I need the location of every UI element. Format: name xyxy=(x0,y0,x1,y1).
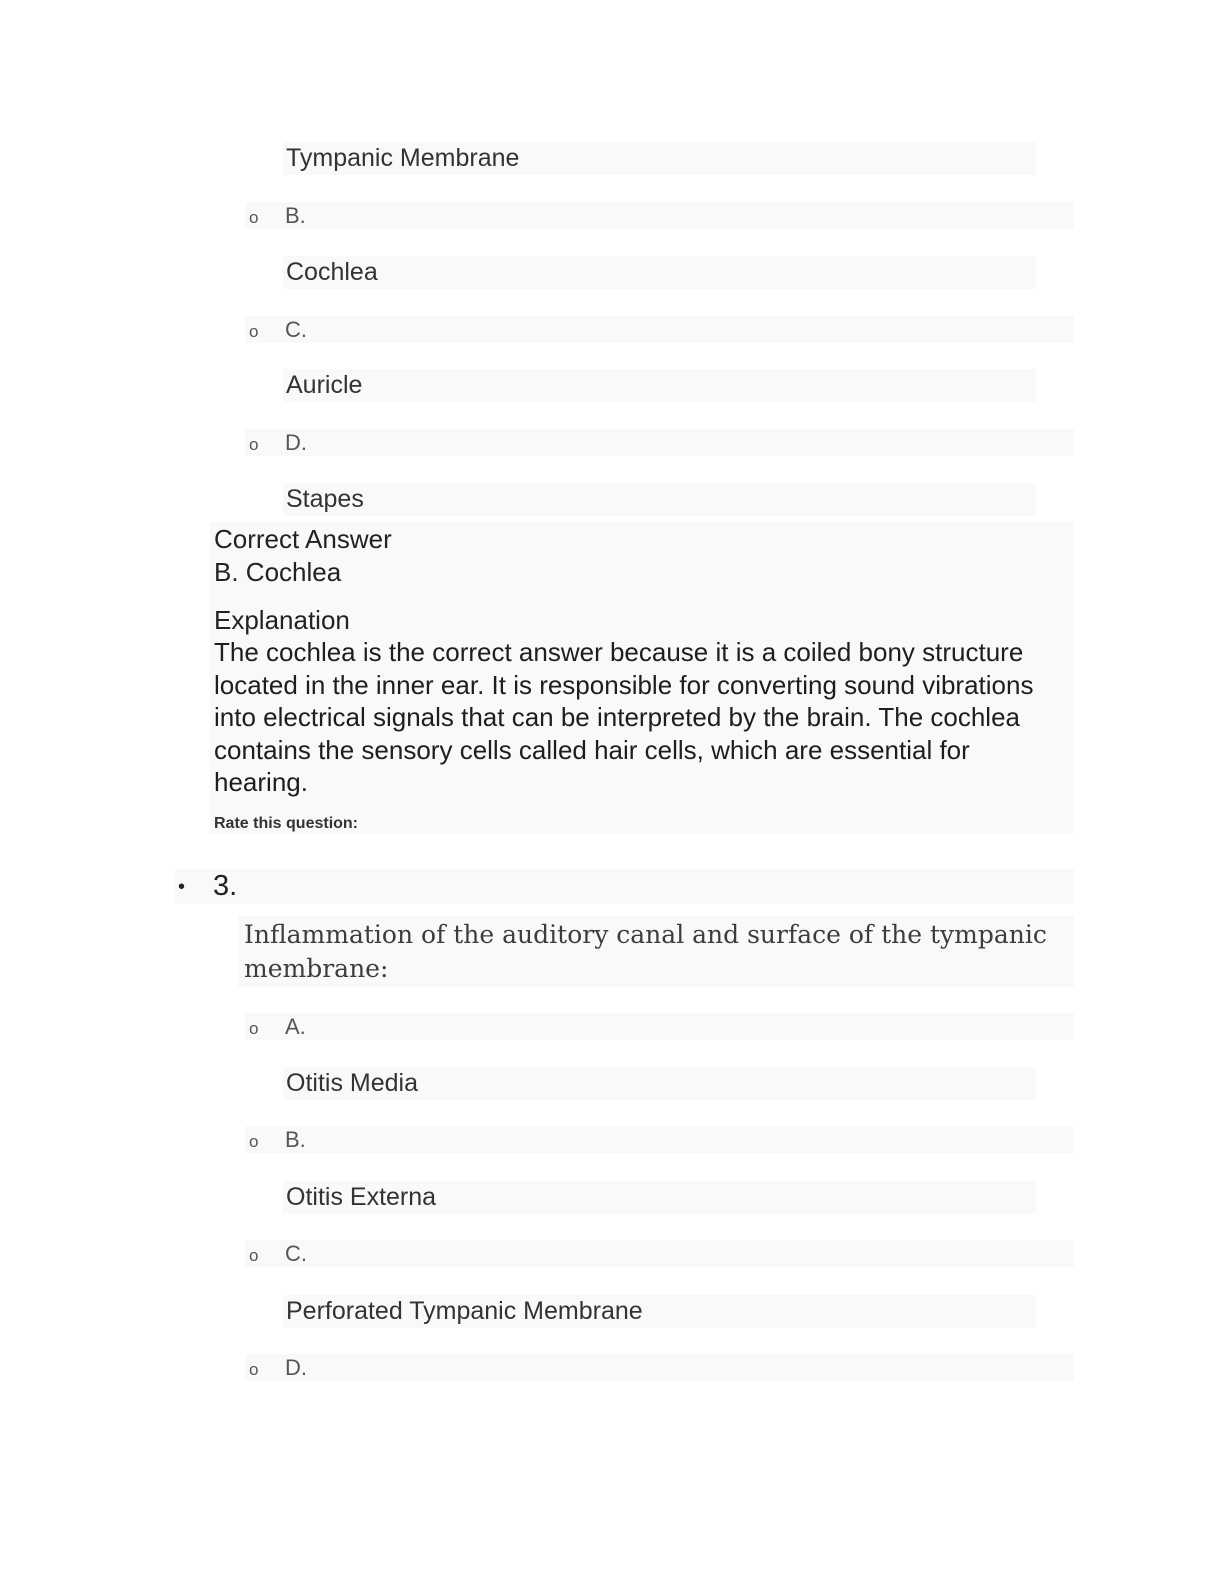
option-letter: D. xyxy=(285,1355,307,1380)
option-c-row[interactable] xyxy=(245,1240,1074,1267)
option-c-text[interactable]: Auricle xyxy=(283,369,1036,402)
option-letter: C. xyxy=(285,317,307,342)
correct-answer-label: Correct Answer xyxy=(214,524,392,554)
option-bullet-icon: o xyxy=(249,1246,259,1265)
option-letter: A. xyxy=(285,1014,306,1039)
option-bullet-icon: o xyxy=(249,208,259,227)
correct-answer-value: B. Cochlea xyxy=(214,557,342,587)
option-letter: C. xyxy=(285,1241,307,1266)
option-b-row[interactable] xyxy=(245,1126,1074,1153)
option-letter: B. xyxy=(285,203,306,228)
option-a-row[interactable] xyxy=(245,1013,1074,1040)
question-number: 3. xyxy=(213,870,238,902)
answer-explanation-panel xyxy=(210,522,1074,834)
option-a-text[interactable]: Tympanic Membrane xyxy=(283,142,1036,175)
question-text: Inflammation of the auditory canal and surface of the tympanic membrane: xyxy=(244,920,1047,983)
option-bullet-icon: o xyxy=(249,322,259,341)
list-bullet-icon: • xyxy=(178,876,186,898)
option-d-row[interactable] xyxy=(245,429,1074,456)
option-b-row[interactable] xyxy=(245,202,1074,229)
option-d-row[interactable] xyxy=(245,1354,1074,1381)
option-letter: D. xyxy=(285,430,307,455)
option-c-text[interactable]: Perforated Tympanic Membrane xyxy=(283,1295,1036,1328)
option-c-row[interactable] xyxy=(245,316,1074,343)
option-letter: B. xyxy=(285,1127,306,1152)
option-bullet-icon: o xyxy=(249,1132,259,1151)
question-number-row xyxy=(175,869,1074,904)
option-bullet-icon: o xyxy=(249,1360,259,1379)
option-bullet-icon: o xyxy=(249,1019,259,1038)
option-b-text[interactable]: Otitis Externa xyxy=(283,1181,1036,1214)
question-prompt xyxy=(238,916,1074,987)
explanation-label: Explanation xyxy=(214,605,350,635)
explanation-text: The cochlea is the correct answer because it is a coiled bony structure located in the inner ear. It is responsible for converting sound vibrations into electrical signals that can be interpreted by the brain. The cochlea contains the sensory cells called hair cells, which are essential for hearing. xyxy=(214,637,1034,798)
rate-question-label: Rate this question: xyxy=(214,815,359,832)
option-a-text[interactable]: Otitis Media xyxy=(283,1067,1036,1100)
option-bullet-icon: o xyxy=(249,435,259,454)
option-d-text[interactable]: Stapes xyxy=(283,483,1036,516)
option-b-text[interactable]: Cochlea xyxy=(283,256,1036,289)
